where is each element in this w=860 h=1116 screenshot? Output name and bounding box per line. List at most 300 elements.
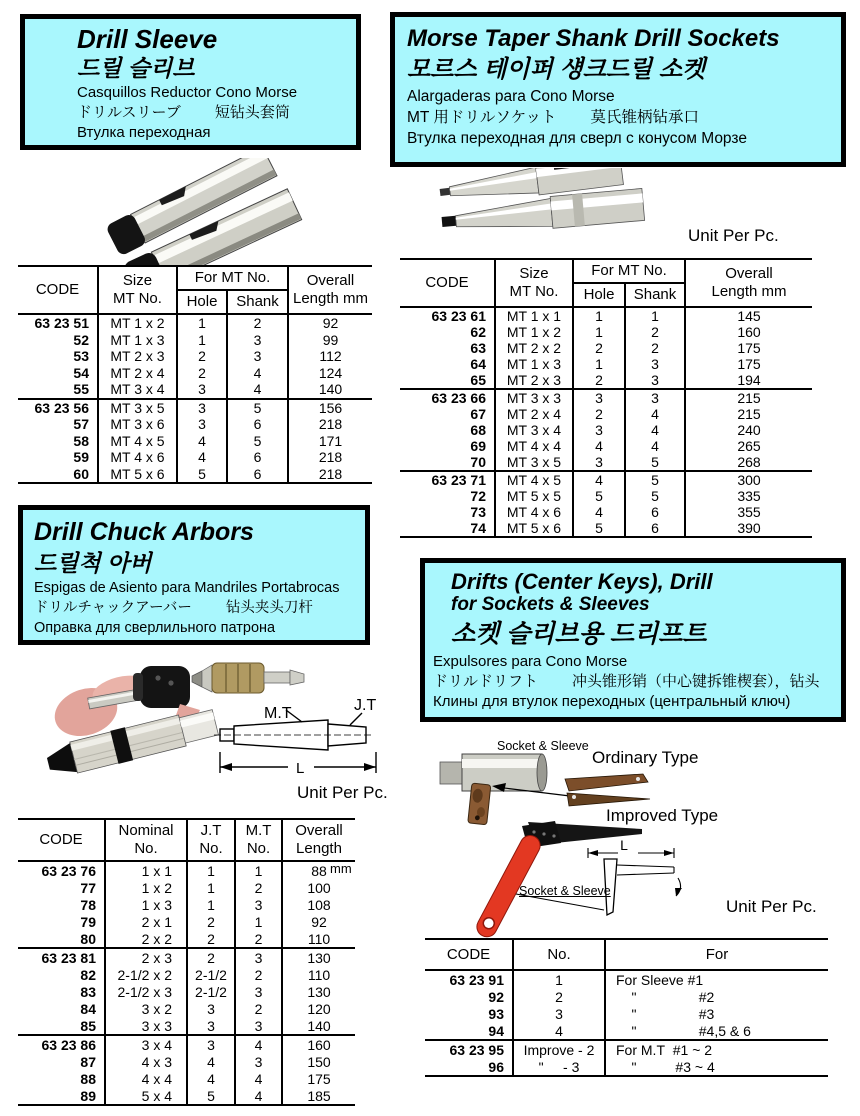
table-cell: MT 4 x 6 [495, 504, 573, 520]
title-en: Drill Sleeve [77, 24, 218, 54]
ordinary-drift-keys [565, 774, 650, 806]
table-cell: MT 2 x 4 [495, 406, 573, 422]
table-cell: 1 x 3 [105, 896, 187, 913]
table-cell: MT 2 x 4 [98, 365, 177, 382]
table-cell: MT 1 x 1 [495, 307, 573, 324]
table-cell: 160 [685, 324, 812, 340]
table-cell: 94 [488, 1022, 504, 1039]
table-cell: 57 [73, 416, 89, 433]
table-cell: 5 [625, 454, 685, 471]
socket-sleeve-caption-2: Socket & Sleeve [519, 884, 611, 898]
table-row [400, 389, 812, 406]
l-dimension-label: L [296, 760, 305, 777]
table-cell: MT 4 x 5 [495, 471, 573, 488]
table-cell: 240 [685, 422, 812, 438]
table-cell: 108 [282, 896, 355, 913]
improved-type-caption: Improved Type [606, 806, 719, 825]
table-cell: 3 [177, 399, 227, 417]
table-cell: MT 2 x 3 [98, 348, 177, 365]
table-row [400, 422, 812, 438]
table-row [425, 1022, 828, 1040]
table-cell: 5 [625, 471, 685, 488]
col-header-for-mt: For MT No. [177, 266, 288, 290]
table-row [400, 372, 812, 389]
table-cell: MT 2 x 3 [495, 372, 573, 389]
table-cell: 3 [177, 416, 227, 433]
table-row [425, 1005, 828, 1022]
table-cell: 218 [288, 466, 372, 484]
table-row [18, 861, 355, 879]
table-cell: 63 23 76 [18, 861, 105, 879]
table-cell: 4 [227, 381, 288, 399]
table-cell: 2 [573, 340, 625, 356]
table-cell: 3 x 3 [105, 1017, 187, 1035]
title-ja-zh [77, 103, 352, 123]
table-cell: 3 [573, 422, 625, 438]
table-cell: 100 [282, 879, 355, 896]
table-cell: 63 23 51 [18, 314, 98, 332]
table-row [18, 1035, 355, 1053]
table-cell: 68 [470, 422, 486, 438]
section-header-drill-sockets [390, 12, 846, 167]
title-ko: 모르스 테이퍼 섕크드릴 소켓 [407, 56, 706, 83]
table-row [400, 454, 812, 471]
table-cell: Improve - 2 [513, 1040, 605, 1058]
mm-unit-note: mm [330, 861, 352, 876]
table-cell: 2 [625, 324, 685, 340]
table-cell: 3 [625, 356, 685, 372]
table-row [18, 399, 372, 417]
table-row [18, 896, 355, 913]
table-cell: 63 23 86 [18, 1035, 105, 1053]
col-header-hole: Hole [573, 283, 625, 307]
table-cell: 3 [235, 896, 282, 913]
unit-per-pc-note-1: Unit Per Pc. [688, 226, 779, 245]
table-row [18, 1053, 355, 1070]
table-header-row [425, 939, 828, 970]
table-cell: 3 x 2 [105, 1000, 187, 1017]
table-cell: 268 [685, 454, 812, 471]
table-cell: MT 3 x 3 [495, 389, 573, 406]
table-row [18, 948, 355, 966]
table-cell: MT 3 x 6 [98, 416, 177, 433]
title-ja-zh [407, 107, 835, 128]
title-ja: ドリルスリーブ [77, 104, 181, 121]
table-cell: 1 [187, 879, 235, 896]
table-cell: 1 [177, 314, 227, 332]
table-row [18, 466, 372, 484]
table-row [400, 471, 812, 488]
table-row [18, 365, 372, 382]
title-ru: Оправка для сверлильного патрона [34, 620, 276, 636]
table-cell: 79 [80, 913, 96, 930]
table-cell: 5 [625, 488, 685, 504]
title-ja: ドリルチャックアーバー [34, 600, 192, 616]
table-cell: 2 [235, 930, 282, 948]
table-cell: 1 [235, 861, 282, 879]
title-ru: Втулка переходная для сверл с конусом Морзе [407, 130, 747, 147]
table-row [18, 381, 372, 399]
table-cell: 63 23 81 [18, 948, 105, 966]
table-cell: 1 [573, 307, 625, 324]
table-cell: 63 23 56 [18, 399, 98, 417]
chuck-arbor-photos [28, 652, 396, 804]
table-cell: 124 [288, 365, 372, 382]
table-cell: 4 [573, 471, 625, 488]
unit-per-pc-note-3: Unit Per Pc. [726, 897, 817, 916]
table-cell: 300 [685, 471, 812, 488]
table-cell: 1 [573, 324, 625, 340]
table-row [400, 438, 812, 454]
table-row [18, 913, 355, 930]
table-row [18, 930, 355, 948]
title-en: Morse Taper Shank Drill Sockets [407, 25, 780, 52]
table-cell: 3 [227, 348, 288, 365]
drill-sleeve-table [18, 265, 372, 484]
unit-per-pc-note-2: Unit Per Pc. [297, 783, 388, 802]
col-header-code: CODE [39, 831, 83, 848]
table-cell: MT 1 x 2 [495, 324, 573, 340]
table-cell: 84 [80, 1000, 96, 1017]
table-cell: MT 2 x 2 [495, 340, 573, 356]
col-header-size: Size MT No. [98, 266, 177, 314]
table-cell: 110 [282, 966, 355, 983]
table-cell: MT 1 x 3 [98, 332, 177, 349]
table-cell: 4 x 4 [105, 1070, 187, 1087]
table-cell: 5 [573, 520, 625, 537]
table-cell: 140 [288, 381, 372, 399]
improved-drift-tool [473, 821, 642, 938]
table-cell: 63 23 61 [400, 307, 495, 324]
table-cell: 218 [288, 449, 372, 466]
table-cell: MT 4 x 5 [98, 433, 177, 450]
chuck-arbor-table [18, 818, 355, 1106]
title-es: Alargaderas para Cono Morse [407, 88, 615, 105]
table-cell: 3 [573, 389, 625, 406]
table-row [18, 332, 372, 349]
table-cell: 70 [470, 454, 486, 470]
table-cell: 6 [227, 449, 288, 466]
table-cell: 4 [235, 1070, 282, 1087]
table-cell: 3 [235, 1053, 282, 1070]
table-cell: 2 [177, 365, 227, 382]
table-row [18, 1000, 355, 1017]
table-cell: 5 x 4 [105, 1087, 187, 1105]
table-cell: MT 4 x 6 [98, 449, 177, 466]
table-cell: 3 [187, 1000, 235, 1017]
title-ko: 드릴 슬리브 [77, 55, 195, 81]
table-cell: 218 [288, 416, 372, 433]
table-cell: 3 [187, 1035, 235, 1053]
table-cell: 88 [80, 1070, 96, 1087]
table-cell: 83 [80, 983, 96, 1000]
section-header-drill-sleeve [20, 14, 361, 150]
table-cell: 5 [227, 399, 288, 417]
col-header-for-mt: For MT No. [573, 259, 685, 283]
table-cell: 4 [573, 504, 625, 520]
title-ja: MT 用ドリルソケット [407, 109, 557, 126]
title-ja-zh [433, 672, 837, 692]
table-row [18, 1017, 355, 1035]
table-cell: 80 [80, 930, 96, 947]
table-cell: 1 [235, 913, 282, 930]
col-header-nominal: Nominal No. [105, 819, 187, 861]
table-cell: 5 [177, 466, 227, 484]
table-cell: 3 [625, 372, 685, 389]
drill-socket-table [400, 258, 812, 538]
table-cell: 3 [235, 983, 282, 1000]
table-row [400, 406, 812, 422]
table-cell: 89 [80, 1087, 96, 1104]
col-header-shank: Shank [625, 283, 685, 307]
table-cell: MT 5 x 6 [495, 520, 573, 537]
table-cell: 92 [282, 913, 355, 930]
table-cell: 2 [513, 988, 605, 1005]
table-cell: " #4,5 & 6 [605, 1022, 828, 1040]
table-row [18, 433, 372, 450]
table-cell: MT 3 x 5 [98, 399, 177, 417]
table-cell: 390 [685, 520, 812, 537]
table-cell: 1 [513, 970, 605, 988]
table-cell: 93 [488, 1005, 504, 1022]
table-cell: 140 [282, 1017, 355, 1035]
table-cell: 2-1/2 x 2 [105, 966, 187, 983]
table-cell: 77 [80, 879, 96, 896]
drift-table [425, 938, 828, 1077]
table-cell: 74 [470, 520, 486, 536]
table-cell: 265 [685, 438, 812, 454]
table-cell: 63 [470, 340, 486, 356]
table-cell: 185 [282, 1087, 355, 1105]
table-cell: 6 [227, 466, 288, 484]
table-cell: 3 [177, 381, 227, 399]
table-row [18, 449, 372, 466]
table-cell: 355 [685, 504, 812, 520]
table-cell: For M.T #1 ~ 2 [605, 1040, 828, 1058]
table-cell: 1 x 1 [105, 861, 187, 879]
table-row [400, 488, 812, 504]
table-cell: 52 [73, 331, 89, 348]
col-header-overall: Overall Length mm [685, 259, 812, 307]
table-row [18, 348, 372, 365]
col-header-hole: Hole [177, 290, 227, 314]
table-cell: 3 [573, 454, 625, 471]
table-cell: 175 [685, 356, 812, 372]
table-cell: 78 [80, 896, 96, 913]
table-cell: MT 3 x 4 [495, 422, 573, 438]
col-header-shank: Shank [227, 290, 288, 314]
table-row [400, 520, 812, 537]
title-en-line1: Drifts (Center Keys), Drill [451, 569, 713, 594]
table-cell: 2 [187, 948, 235, 966]
table-cell: 4 [625, 422, 685, 438]
table-cell: 120 [282, 1000, 355, 1017]
col-header-no: No. [513, 939, 605, 970]
table-cell: 4 x 3 [105, 1053, 187, 1070]
table-cell: 3 [227, 332, 288, 349]
title-en-line2: for Sockets & Sleeves [451, 594, 650, 615]
col-header-jt: J.T No. [187, 819, 235, 861]
table-cell: 2 [177, 348, 227, 365]
table-cell: 175 [685, 340, 812, 356]
table-cell: 62 [470, 324, 486, 340]
col-header-overall: Overall Length mm [288, 266, 372, 314]
table-cell: 3 [235, 1017, 282, 1035]
table-row [425, 988, 828, 1005]
title-ja-zh [34, 598, 361, 618]
table-cell: 92 [488, 988, 504, 1005]
socket-lower [441, 188, 645, 237]
table-row [425, 1040, 828, 1058]
table-cell: 4 [177, 449, 227, 466]
table-cell: 4 [187, 1053, 235, 1070]
table-cell: 5 [573, 488, 625, 504]
table-cell: 4 [573, 438, 625, 454]
table-cell: 215 [685, 406, 812, 422]
table-row [425, 1058, 828, 1076]
col-header-size: Size MT No. [495, 259, 573, 307]
table-cell: MT 3 x 5 [495, 454, 573, 471]
drill-sleeve-photo [90, 158, 310, 266]
table-cell: " - 3 [513, 1058, 605, 1076]
table-row [18, 983, 355, 1000]
table-cell: 1 [187, 896, 235, 913]
l-dimension-label: L [620, 837, 628, 853]
table-cell: 99 [288, 332, 372, 349]
table-cell: 2 x 3 [105, 948, 187, 966]
table-cell: 55 [73, 381, 89, 398]
table-cell: " #3 [605, 1005, 828, 1022]
table-cell: 63 23 91 [425, 970, 513, 988]
table-cell: 58 [73, 432, 89, 449]
table-cell: 2 [227, 314, 288, 332]
table-row [425, 970, 828, 988]
title-zh: 短钻头套筒 [214, 104, 290, 121]
table-cell: 92 [288, 314, 372, 332]
mt-label: M.T [264, 705, 292, 722]
table-cell: 2 [235, 1000, 282, 1017]
table-cell: 2 [187, 930, 235, 948]
title-ru: Втулка переходная [77, 124, 211, 141]
table-cell: 215 [685, 389, 812, 406]
section-header-drifts [420, 558, 846, 722]
table-cell: 3 [235, 948, 282, 966]
table-cell: 194 [685, 372, 812, 389]
table-cell: " #3 ~ 4 [605, 1058, 828, 1076]
table-cell: 63 23 71 [400, 471, 495, 488]
table-cell: 85 [80, 1017, 96, 1034]
table-cell: For Sleeve #1 [605, 970, 828, 988]
table-cell: 145 [685, 307, 812, 324]
table-row [18, 1087, 355, 1105]
table-cell: MT 5 x 5 [495, 488, 573, 504]
table-cell: 2 [625, 340, 685, 356]
table-cell: 54 [73, 364, 89, 381]
table-cell: 3 x 4 [105, 1035, 187, 1053]
table-cell: 63 23 95 [425, 1040, 513, 1058]
table-cell: 59 [73, 449, 89, 466]
table-row [400, 504, 812, 520]
table-cell: 63 23 66 [400, 389, 495, 406]
table-cell: 4 [625, 406, 685, 422]
table-cell: 1 x 2 [105, 879, 187, 896]
table-header-row [400, 259, 812, 283]
table-cell: 6 [227, 416, 288, 433]
col-header-for: For [605, 939, 828, 970]
table-cell: 96 [488, 1058, 504, 1075]
table-cell: 72 [470, 488, 486, 504]
arbor-line-drawing [214, 710, 376, 773]
table-cell: 4 [187, 1070, 235, 1087]
table-cell: 4 [177, 433, 227, 450]
col-header-code: CODE [425, 274, 469, 291]
table-cell: 64 [470, 356, 486, 372]
title-ja: ドリルドリフト [433, 673, 539, 690]
table-cell: " #2 [605, 988, 828, 1005]
table-cell: 2-1/2 x 3 [105, 983, 187, 1000]
table-cell: 156 [288, 399, 372, 417]
table-cell: 2 x 1 [105, 913, 187, 930]
table-cell: MT 3 x 4 [98, 381, 177, 399]
drill-socket-photo [428, 168, 693, 240]
table-cell: 67 [470, 406, 486, 422]
table-cell: 60 [73, 465, 89, 482]
col-header-overall: Overall Length [282, 819, 355, 861]
section-header-chuck-arbors [18, 505, 370, 645]
socket-sleeve-caption-1: Socket & Sleeve [497, 739, 589, 753]
table-cell: 6 [625, 520, 685, 537]
table-cell: 2-1/2 [187, 966, 235, 983]
title-zh: 钻头夹头刀杆 [225, 600, 313, 616]
title-ru: Клины для втулок переходных (центральный ключ) [433, 693, 791, 710]
table-cell: 2 [573, 406, 625, 422]
table-row [400, 324, 812, 340]
table-row [18, 416, 372, 433]
title-es: Espigas de Asiento para Mandriles Portabrocas [34, 580, 340, 596]
jt-label: J.T [354, 697, 377, 714]
table-cell: 4 [227, 365, 288, 382]
table-cell: 150 [282, 1053, 355, 1070]
title-ko: 소켓 슬리브용 드리프트 [451, 620, 707, 648]
table-cell: 2-1/2 [187, 983, 235, 1000]
title-es: Expulsores para Cono Morse [433, 653, 628, 670]
table-row [18, 1070, 355, 1087]
table-cell: 175 [282, 1070, 355, 1087]
table-cell: 53 [73, 348, 89, 365]
table-cell: 110 [282, 930, 355, 948]
table-row [18, 314, 372, 332]
ordinary-type-caption: Ordinary Type [592, 748, 699, 767]
table-cell: 1 [573, 356, 625, 372]
table-cell: 2 x 2 [105, 930, 187, 948]
table-cell: 171 [288, 433, 372, 450]
table-cell: 1 [187, 861, 235, 879]
table-cell: 5 [227, 433, 288, 450]
table-cell: 69 [470, 438, 486, 454]
table-cell: 112 [288, 348, 372, 365]
table-cell: 130 [282, 983, 355, 1000]
table-header-row [18, 266, 372, 290]
col-header-code: CODE [446, 945, 491, 963]
title-es: Casquillos Reductor Cono Morse [77, 84, 298, 101]
table-cell: MT 1 x 2 [98, 314, 177, 332]
col-header-code: CODE [35, 281, 80, 298]
table-row [400, 340, 812, 356]
table-cell: 4 [235, 1087, 282, 1105]
table-row [400, 307, 812, 324]
table-cell: 2 [235, 966, 282, 983]
small-chuck-photo [192, 663, 304, 693]
